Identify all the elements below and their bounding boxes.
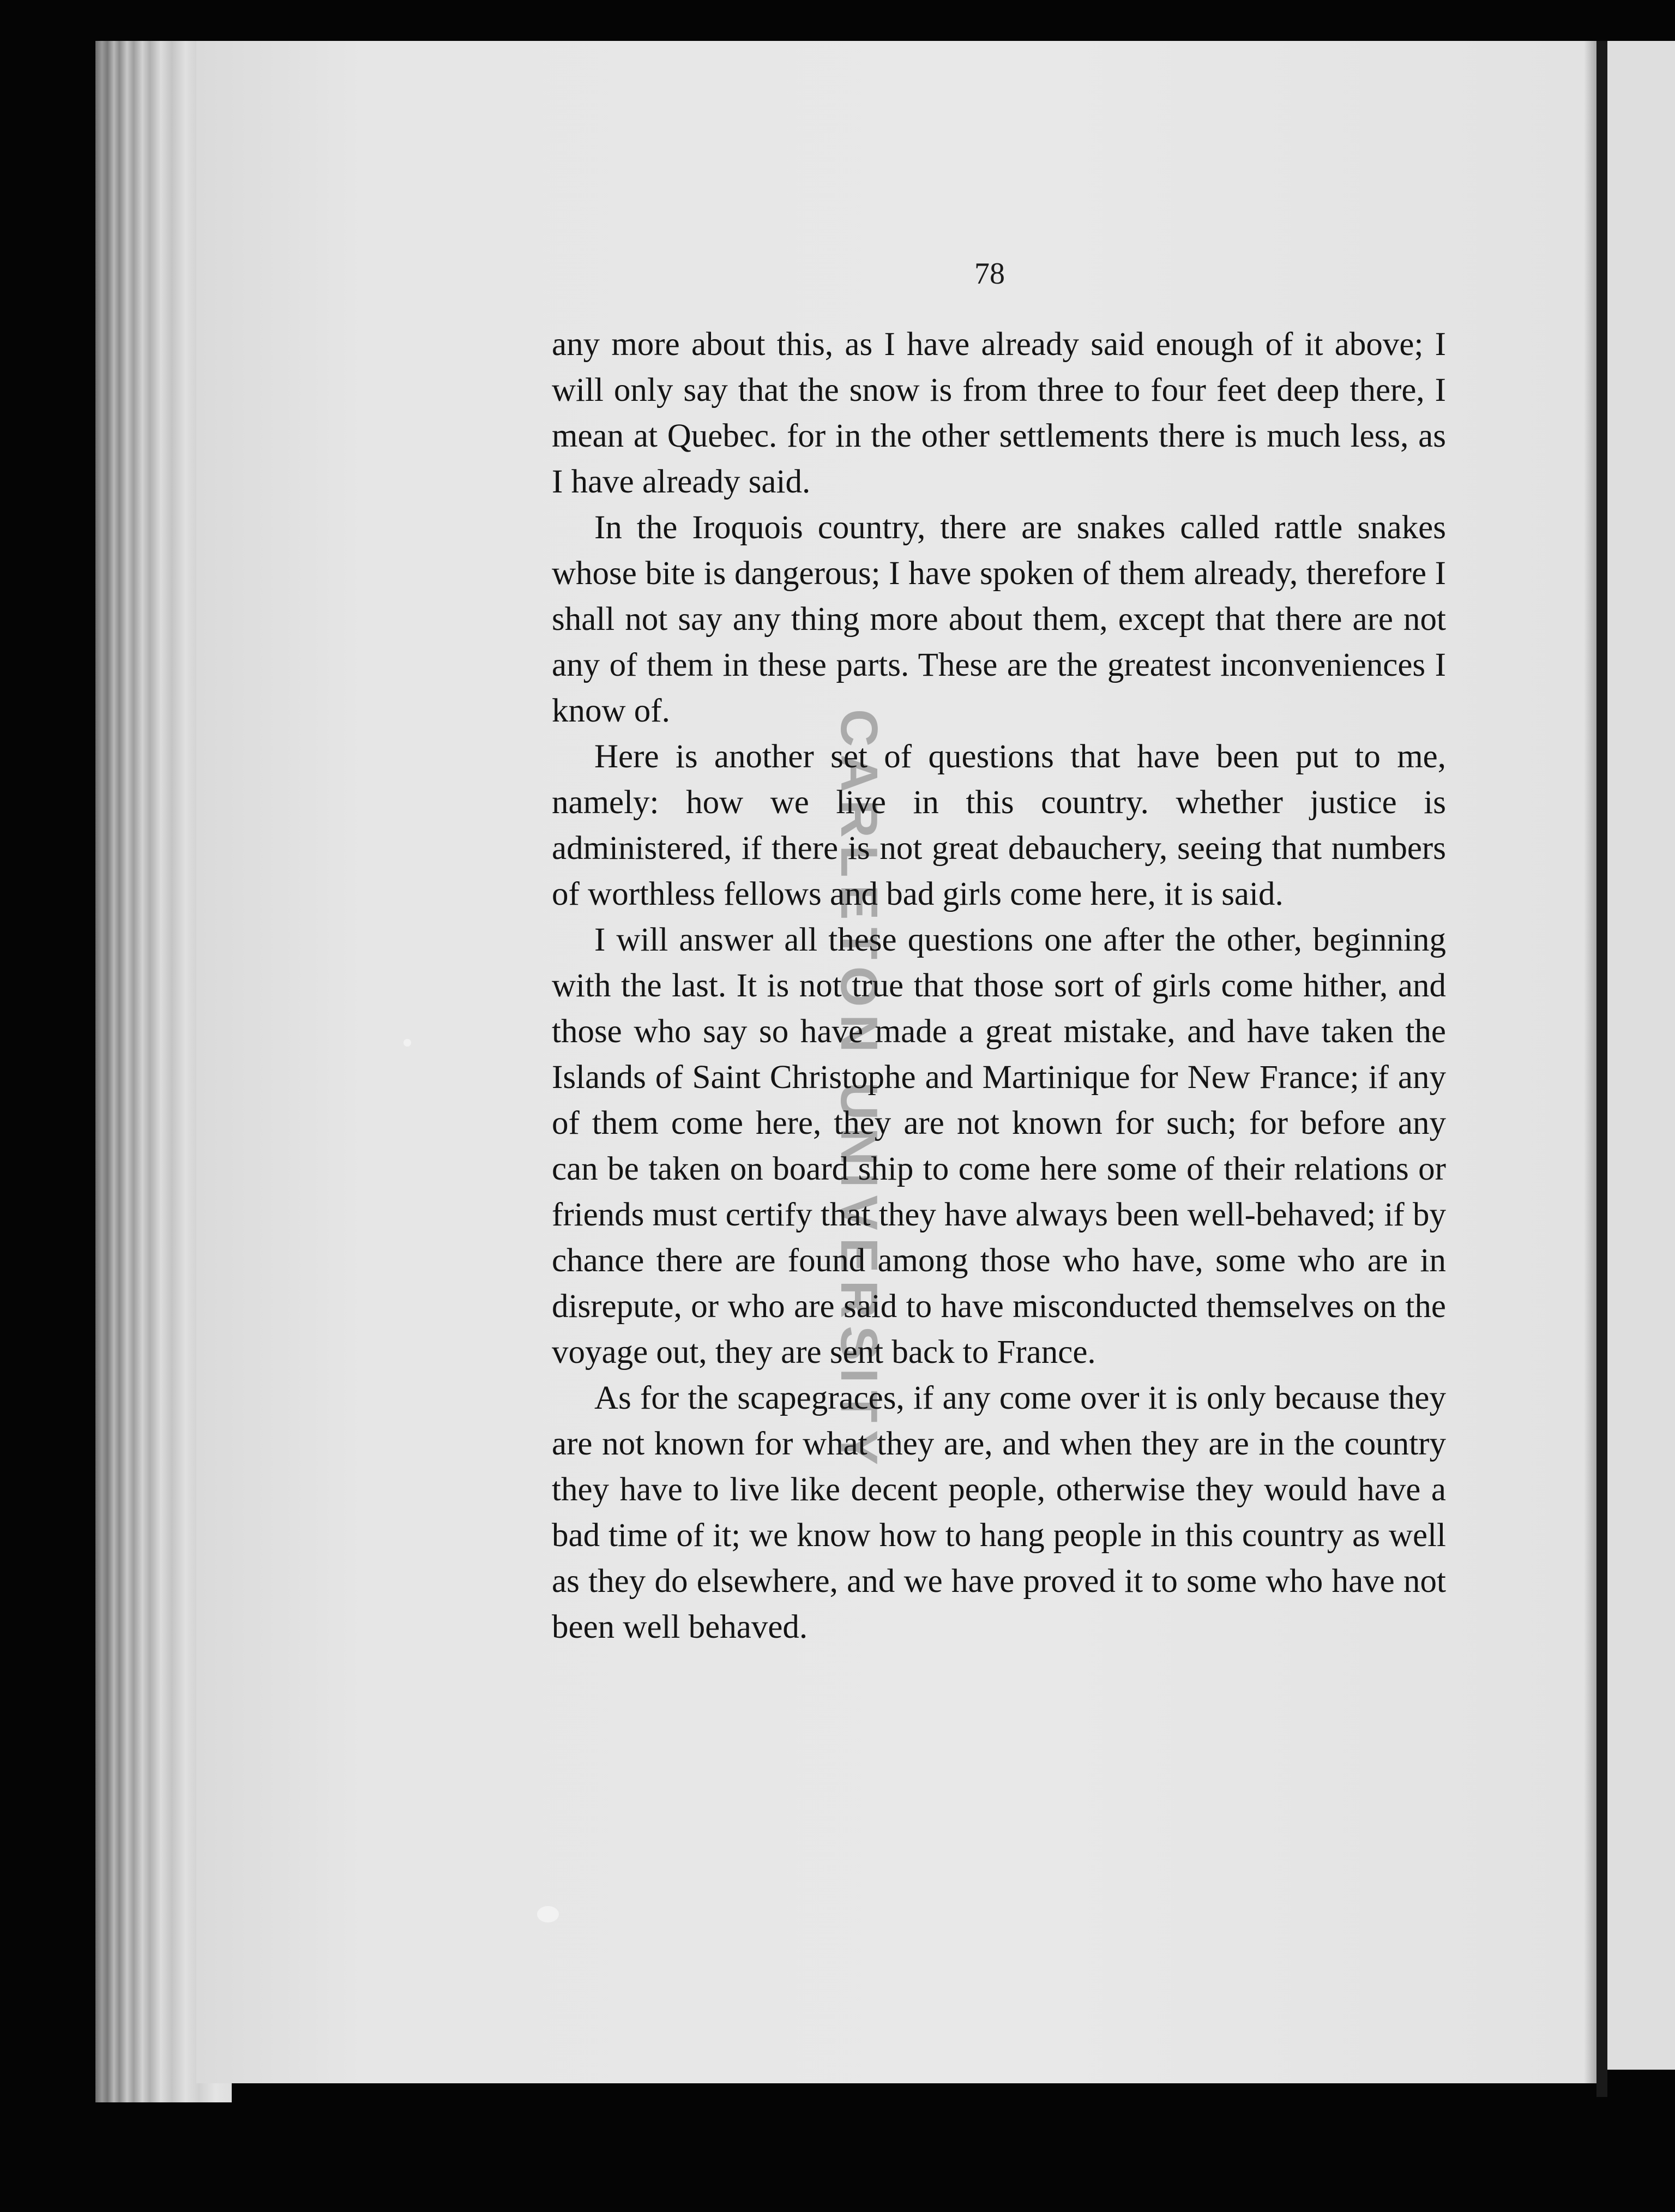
library-stamp: CARLETON UNIVERSITY — [830, 709, 888, 1473]
paragraph: As for the scapegraces, if any come over it is only because they are not known for what they are, and when they are in the country they have to live like decent people, otherwise they would have a bad time of it; we know how to hang people in this country as well as they do elsewhere, and we have proved it to some who have not been well behaved. — [552, 1380, 1446, 1645]
page-number: 78 — [974, 257, 1005, 291]
dust-speck — [537, 1906, 559, 1922]
paragraph: In the Iroquois country, there are snakes called rattle snakes whose bite is dangerous; I have spoken of them already, therefore I shall not say any thing more about them, except that there are not any of them in these parts. These are the greatest inconveniences I know of. — [552, 509, 1446, 729]
gutter-shadow — [1584, 41, 1596, 2083]
page-fold-edge — [1596, 41, 1607, 2097]
paragraph: I will answer all these questions one after the other, beginning with the last. It is not true that those sort of girls come hither, and those who say so have made a great mistake, and have taken the Islands of Saint Christophe and Martinique for New France; if any of them come here, they are not known for such; for before any can be taken on board ship to come here some of their relations or friends must certify that they have always been well-behaved; if by chance there are found among those who have, some who are in disrepute, or who are said to have misconducted themselves on the voyage out, they are sent back to France. — [552, 922, 1446, 1371]
dust-speck — [403, 1039, 411, 1047]
paragraph: any more about this, as I have already said enough of it above; I will only say that the snow is from three to four feet deep there, I mean at Quebec. for in the other settlements there is much less, as I have already said. — [552, 326, 1446, 500]
body-text — [552, 322, 1446, 1650]
next-page-strip — [1607, 41, 1675, 2070]
paragraph: Here is another set of questions that have been put to me, namely: how we live in this country. whether justice is administered, if there is not great debauchery, seeing that numbers of worthless fellows and bad girls come here, it is said. — [552, 738, 1446, 912]
